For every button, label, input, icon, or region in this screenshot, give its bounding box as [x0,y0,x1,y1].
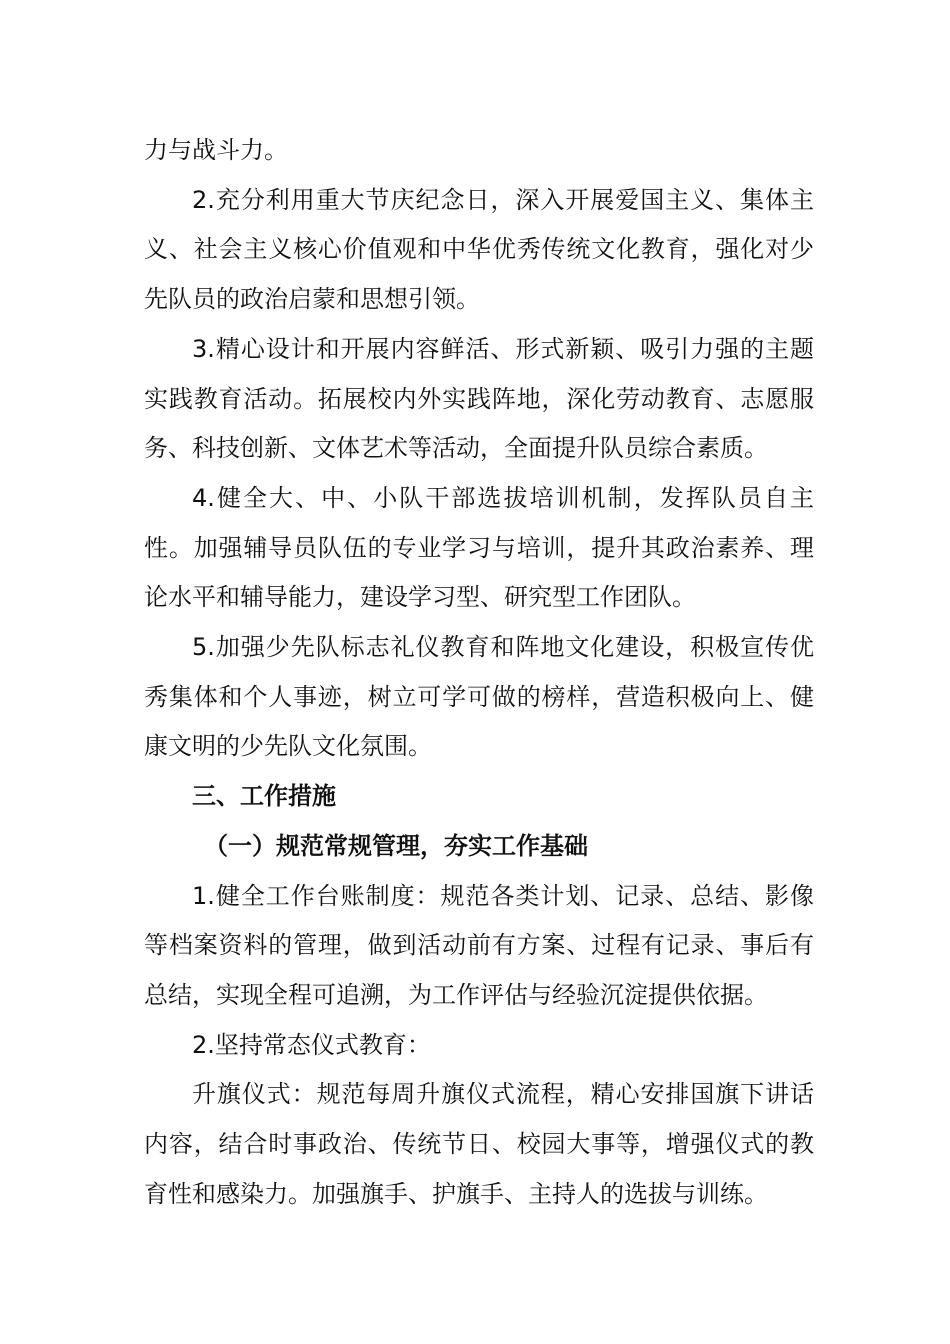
paragraph-continuation: 力与战斗力。 [144,136,288,164]
paragraph-item-4: 4.健全大、中、小队干部选拔培训机制，发挥队员自主性。加强辅导员队伍的专业学习与培训，提升其政治素养、理论水平和辅导能力，建设学习型、研究型工作团队。 [144,483,814,612]
section-heading: 三、工作措施 [192,782,336,811]
subsection-heading: （一）规范常规管理，夯实工作基础 [204,831,588,860]
measure-item-2: 2.坚持常态仪式教育： [192,1030,431,1059]
measure-item-1: 1.健全工作台账制度：规范各类计划、记录、总结、影像等档案资料的管理，做到活动前有方案、过程有记录、事后有总结，实现全程可追溯，为工作评估与经验沉淀提供依据。 [144,881,814,1009]
paragraph-item-2: 2.充分利用重大节庆纪念日，深入开展爱国主义、集体主义、社会主义核心价值观和中华优秀传统文化教育，强化对少先队员的政治启蒙和思想引领。 [144,185,814,314]
paragraph-item-3: 3.精心设计和开展内容鲜活、形式新颖、吸引力强的主题实践教育活动。拓展校内外实践阵地，深化劳动教育、志愿服务、科技创新、文体艺术等活动，全面提升队员综合素质。 [144,334,814,463]
document-page [144,126,814,1219]
flag-ceremony-paragraph: 升旗仪式：规范每周升旗仪式流程，精心安排国旗下讲话内容，结合时事政治、传统节日、校园大事等，增强仪式的教育性和感染力。加强旗手、护旗手、主持人的选拔与训练。 [144,1080,814,1208]
paragraph-item-5: 5.加强少先队标志礼仪教育和阵地文化建设，积极宣传优秀集体和个人事迹，树立可学可做的榜样，营造积极向上、健康文明的少先队文化氛围。 [144,633,814,761]
